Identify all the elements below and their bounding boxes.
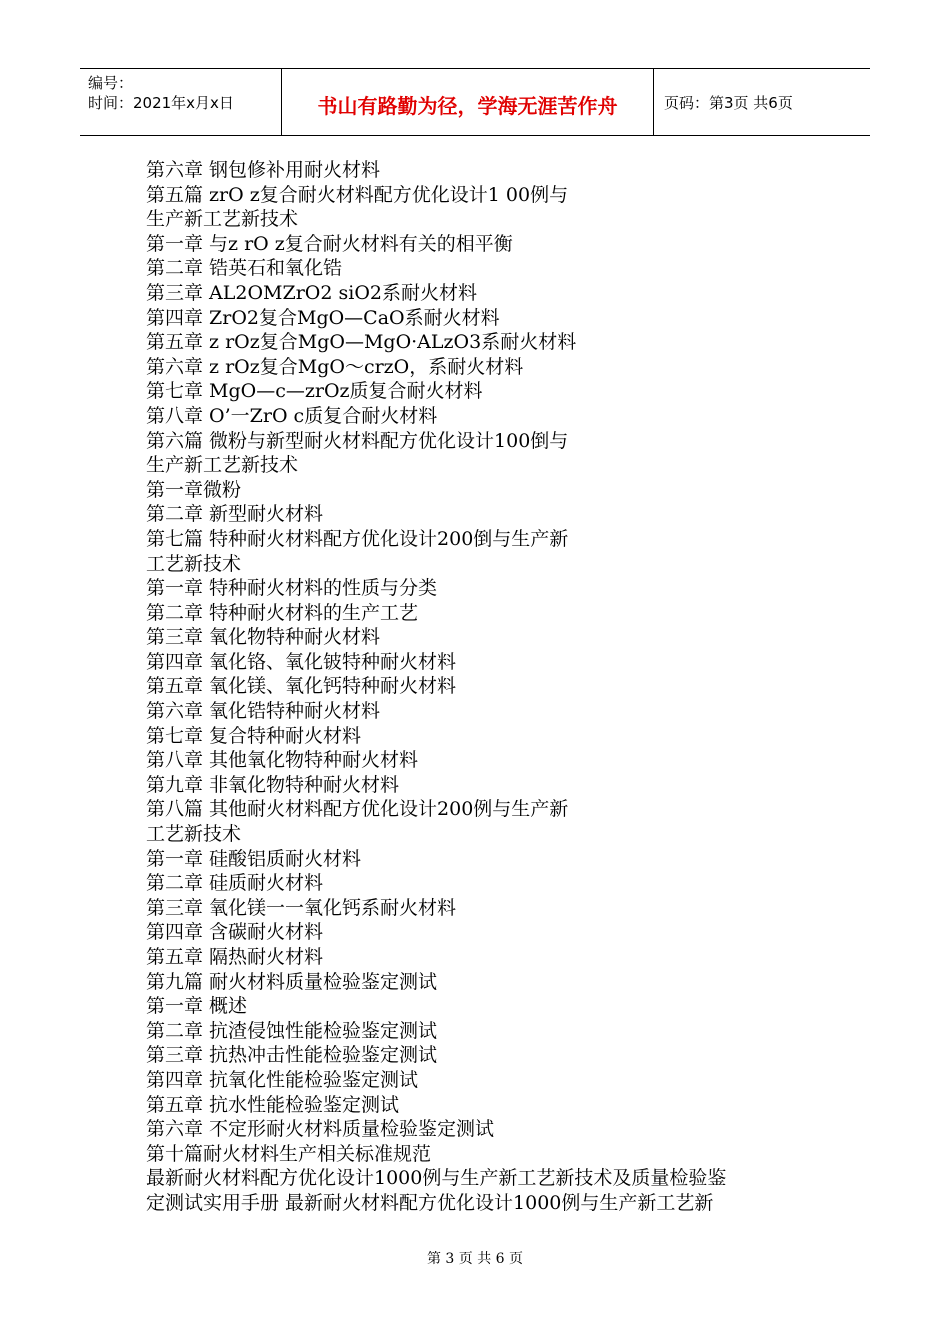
- text-line: 第二章 抗渣侵蚀性能检验鉴定测试: [146, 1019, 438, 1042]
- text-line: 第三章 抗热冲击性能检验鉴定测试: [146, 1044, 438, 1067]
- text-line: 第六章 氧化锆特种耐火材料: [146, 700, 381, 723]
- header-motto: 书山有路勤为径，学海无涯苦作舟: [282, 69, 654, 135]
- number-label: 编号：: [88, 74, 134, 92]
- text-line: 第一章 与z rO z复合耐火材料有关的相平衡: [146, 232, 513, 255]
- text-line: 第一章 特种耐火材料的性质与分类: [146, 577, 438, 600]
- text-line: 第一章 硅酸铝质耐火材料: [146, 847, 362, 870]
- text-line: 第九篇 耐火材料质量检验鉴定测试: [146, 970, 438, 993]
- document-body: [146, 158, 826, 1216]
- text-line: 第八篇 其他耐火材料配方优化设计200例与生产新: [146, 798, 569, 821]
- text-line: 第五章 z rOz复合MgO—MgO·ALzO3系耐火材料: [146, 331, 577, 354]
- text-line: 第五章 抗水性能检验鉴定测试: [146, 1093, 400, 1116]
- text-line: 第四章 含碳耐火材料: [146, 921, 324, 944]
- text-line: 生产新工艺新技术: [146, 208, 299, 231]
- text-line: 第五章 隔热耐火材料: [146, 946, 324, 968]
- text-line: 第五篇 zrO z复合耐火材料配方优化设计1 00例与: [146, 183, 569, 206]
- text-line: 第六章 钢包修补用耐火材料: [146, 159, 381, 181]
- text-line: 第四章 ZrO2复合MgO—CaO系耐火材料: [146, 306, 500, 329]
- text-line: 第四章 氧化铬、氧化铍特种耐火材料: [146, 650, 457, 673]
- text-line: 第二章 锆英石和氧化锆: [146, 257, 343, 280]
- text-line: 第九章 非氧化物特种耐火材料: [146, 773, 400, 796]
- text-line: 第二章 新型耐火材料: [146, 503, 324, 526]
- text-line: 第八章 其他氧化物特种耐火材料: [146, 749, 419, 772]
- text-line: 生产新工艺新技术: [146, 454, 299, 477]
- text-line: 第七章 复合特种耐火材料: [146, 724, 362, 747]
- header-page-label: 页码：第3页 共6页: [664, 93, 793, 112]
- text-line: 第三章 氧化镁一一氧化钙系耐火材料: [146, 896, 457, 919]
- text-line: 第一章 概述: [146, 995, 248, 1018]
- text-line: 第六章 不定形耐火材料质量检验鉴定测试: [146, 1118, 495, 1141]
- text-line: 定测试实用手册 最新耐火材料配方优化设计1000例与生产新工艺新: [146, 1191, 714, 1214]
- text-line: 第二章 特种耐火材料的生产工艺: [146, 601, 419, 624]
- text-line: 第六篇 微粉与新型耐火材料配方优化设计100倒与: [146, 429, 569, 452]
- text-line: 第四章 抗氧化性能检验鉴定测试: [146, 1068, 419, 1091]
- text-line: 第七章 MgO—c—zrOz质复合耐火材料: [146, 380, 483, 403]
- text-line: 第十篇耐火材料生产相关标准规范: [146, 1142, 432, 1165]
- page-footer: 第 3 页 共 6 页: [426, 1251, 524, 1267]
- text-line: 第三章 氧化物特种耐火材料: [146, 626, 381, 649]
- page-header: [80, 68, 870, 136]
- header-meta: [80, 69, 282, 135]
- text-line: 工艺新技术: [146, 823, 242, 846]
- text-line: 工艺新技术: [146, 552, 242, 575]
- text-line: 第一章微粉: [146, 478, 242, 501]
- text-line: 最新耐火材料配方优化设计1000例与生产新工艺新技术及质量检验鉴: [146, 1167, 727, 1190]
- text-line: 第八章 O’一ZrO c质复合耐火材料: [146, 404, 438, 427]
- text-line: 第七篇 特种耐火材料配方优化设计200倒与生产新: [146, 527, 569, 550]
- text-line: 第六章 z rOz复合MgO～crzO，系耐火材料: [146, 355, 524, 378]
- text-line: 第二章 硅质耐火材料: [146, 872, 324, 895]
- text-line: 第三章 AL2OMZrO2 siO2系耐火材料: [146, 281, 477, 304]
- time-label: 时间：2021年x月x日: [88, 94, 234, 112]
- text-line: 第五章 氧化镁、氧化钙特种耐火材料: [146, 675, 457, 698]
